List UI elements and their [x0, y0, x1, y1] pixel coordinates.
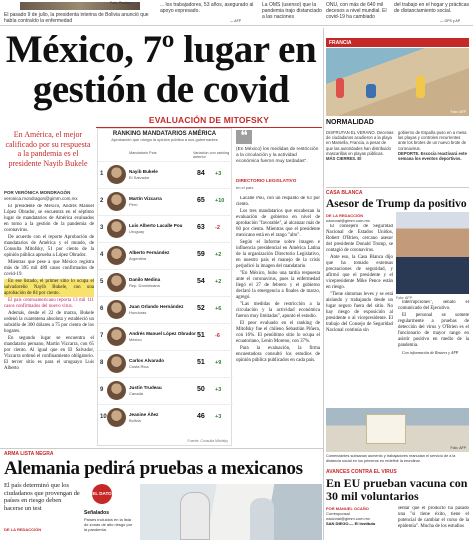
ranking-delta: +2 — [215, 252, 222, 258]
ranking-rank: 1 — [100, 171, 104, 177]
ranking-leader-country: Rep. Dominicana — [129, 283, 160, 288]
beach-person-figure — [416, 76, 425, 98]
vaccine-by-email[interactable]: nacional@gimm.com.mx — [326, 516, 370, 521]
ranking-row — [98, 296, 233, 322]
article-paragraph: "Tiene síntomas leves y se está aislando y trabajando desde un lugar seguro fuera del sitio. No hay riesgo de exposición al presidente o al vicepresidente. El trabajo del Consejo de Seguridad Nacional continúa sin — [326, 292, 393, 333]
ranking-rank: 9 — [100, 387, 104, 393]
article-paragraph: Mientras que pese a que México registra más de 395 mil 489 casos confirmados de covid-19. — [4, 260, 94, 277]
ranking-row — [98, 269, 233, 295]
ranking-col-mandatario: Mandatario País — [129, 151, 157, 155]
alemania-deck: El país determinó que los ciudadanos que provengan de países en riesgo deben hacerse un test — [4, 482, 80, 512]
article-paragraph: Ante eso, la Casa Blanca dijo que ha tomado extensas precauciones de seguridad, y afirmó que el presidente y el vicepresidente Mike Pence están en riesgo. — [326, 255, 393, 290]
ranking-row — [98, 404, 233, 430]
article-paragraph: Los tres mandatarios que encabezan la evaluación de gobierno en nivel de aprobación "favorable", al alcanzar más de 60 por ciento. Mientras que el presidente mexicano está en el rango "alto". — [236, 209, 320, 238]
ranking-delta: +10 — [215, 198, 225, 204]
article-paragraph: "En México, hubo una tardía respuesta ante el coronavirus, pues la enfermedad llegó el 27 de febrero y el gobierno declaró la emergencia a finales de marzo, agregó. — [236, 271, 320, 300]
trump-by-email[interactable]: nacional@gimm.com.mx — [326, 218, 370, 223]
trump-by: DE LA REDACCIÓN — [326, 213, 364, 218]
normalidad-right-label: DEPORTE. Escocia reactivará este semana los eventos deportivos. — [398, 150, 467, 162]
pull-quote-text: (En México) los medidas de restricción a la circulación y la actividad económica fueron muy tardadas". — [236, 147, 319, 164]
francia-section-label: FRANCIA — [326, 38, 469, 47]
section-divider — [326, 187, 469, 188]
article-paragraph: Para la evaluación, la firma encuestadora consultó los estudios de opinión pública publicados en cada país. — [236, 346, 320, 363]
ranking-delta: +9 — [215, 360, 222, 366]
leader-portrait — [107, 246, 126, 265]
ranking-rank: 4 — [100, 252, 104, 258]
ranking-leader-country: Uruguay — [129, 229, 145, 234]
vaccine-by-role: Corresponsal — [326, 511, 350, 516]
ranking-leader-name: Carlos Alvarado — [129, 358, 165, 363]
pull-quote — [236, 130, 320, 194]
francia-normalidad-story — [326, 119, 469, 162]
ranking-leader-name: Justin Trudeau — [129, 385, 162, 390]
el-dato-badge: EL DATO — [92, 484, 112, 504]
ranking-leader-country: El Salvador — [129, 175, 150, 180]
top-strip-col2: ... los trabajadores, 53 años, asegurado al apoyo expresado. — [160, 2, 254, 14]
article-paragraph: Además, desde el 22 de marzo, Bukele ordenó la cuarentena absoluta y estableció un subsidio de 300 dólares a 75 por ciento de los hogares. — [4, 311, 94, 334]
leader-portrait — [107, 165, 126, 184]
ranking-subtitle: Aprobación que otorga la opinión pública a sus gobernantes — [111, 137, 218, 142]
avances-label: AVANCES CONTRA EL VIRUS — [326, 469, 397, 475]
ranking-rank: 10 — [100, 414, 107, 420]
el-dato-box — [84, 484, 134, 540]
leader-portrait — [107, 192, 126, 211]
ranking-rank: 2 — [100, 198, 104, 204]
ranking-leader-country: México — [129, 337, 142, 342]
health-worker-figure — [180, 492, 210, 540]
leader-portrait — [107, 408, 126, 427]
ranking-row — [98, 323, 233, 349]
ranking-rank: 5 — [100, 279, 104, 285]
leader-portrait — [107, 300, 126, 319]
main-byline — [4, 190, 94, 201]
leader-portrait — [107, 219, 126, 238]
vaccination-card-figure — [366, 414, 406, 444]
article-paragraph: Lacalle Pou, con un respaldo de 63 por ciento. — [236, 196, 320, 207]
ranking-leader-name: Martín Vizcarra — [129, 196, 162, 201]
ranking-rank: 6 — [100, 306, 104, 312]
ranking-row — [98, 215, 233, 241]
alemania-byline: DE LA REDACCIÓN — [4, 527, 42, 532]
normalidad-more: MÁS CIERRES. El — [326, 156, 362, 162]
vaccine-text: sentar que el producto ha pasado una "si tiene éxito, tiene el potencial de cambiar el curso de la epidemia". Mucha de los estudios — [398, 506, 469, 529]
top-strip-col5: del trabajo en el hogar y prácticas de distanciamiento social. — [394, 2, 470, 14]
pull-quote-who-sub: en el país — [236, 185, 254, 190]
ranking-row — [98, 188, 233, 214]
el-dato-text: Países incluidos en la lista de zonas de alto riesgo por la pandemia. — [84, 517, 133, 532]
ranking-score: 65 — [197, 197, 205, 204]
ranking-leader-country: Bolivia — [129, 418, 141, 423]
main-article-col-a — [4, 204, 94, 446]
alemania-headline: Alemania pedirá pruebas a mexicanos — [4, 458, 303, 479]
ranking-score: 50 — [197, 386, 205, 393]
ranking-score: 59 — [197, 251, 205, 258]
ranking-score: 84 — [197, 170, 205, 177]
ranking-leader-name: Jeanine Áñez — [129, 412, 159, 417]
article-paragraph: En segundo lugar se encuentra el mandatario peruano, Martín Vizcarra, con 65 por ciento. Al igual que en El Salvador, Vizcarra ordenó el confinamiento obligatorio. El tercer sitio es para el uruguayo Luis Alberto — [4, 336, 94, 371]
top-strip-col4: ONU, con más de 640 mil decesos a nivel mundial. El covid-19 ha cambiado — [326, 2, 387, 20]
ranking-delta: +6 — [215, 306, 222, 312]
vaccine-dateline: SAN DIEGO.— El Instituto — [326, 521, 376, 526]
article-paragraph-highlight: En ese listado, el primer sitio lo ocupa el salvadoreño Nayib Bukele, con una aprobación de 84 por ciento. — [4, 279, 94, 296]
ranking-leader-name: Juan Orlando Hernández — [129, 304, 184, 309]
top-strip-col5-credit: — OPS y AP — [440, 19, 461, 23]
ranking-infographic — [97, 128, 232, 446]
ranking-score: 52 — [197, 305, 205, 312]
ranking-delta: -2 — [215, 225, 220, 231]
ranking-delta: +3 — [215, 171, 222, 177]
main-headline: México, 7º lugar en gestión de covid — [5, 28, 317, 111]
top-strip-col1: El pasado 9 de julio, la presidenta interina de Bolivia anunció que había contraído la enfermedad — [4, 12, 149, 24]
obrien-photo — [396, 212, 469, 300]
top-news-strip — [0, 0, 473, 26]
ranking-row — [98, 161, 233, 187]
beach-person-figure — [366, 84, 376, 98]
trump-photo-caption: Foto: AFP — [396, 296, 412, 300]
ranking-leader-name: Nayib Bukele — [129, 169, 158, 174]
leader-portrait — [107, 381, 126, 400]
trump-byline — [326, 213, 396, 223]
health-worker-figure — [250, 498, 274, 540]
vaccine-photo-caption: Comerciantes subsanan aumento y trabajadores reanudan el servicio de a la distancia social en los primeros en redefinir la erundinar. — [326, 454, 456, 463]
article-paragraph: "Las medidas de restricción a la circulación y la actividad económica fueron muy limitadas", apuntó el estudio. — [236, 302, 320, 319]
quote-mark-icon: ❝ — [236, 130, 252, 144]
ranking-leader-country: Costa Rica — [129, 364, 149, 369]
main-kicker: EVALUACIÓN DE MITOFSKY — [96, 115, 322, 128]
ranking-score: 51 — [197, 332, 205, 339]
article-paragraph: El presidente de México, Andrés Manuel López Obrador, se encuentra en el séptimo lugar de mandatarios de América evaluados en torno a la gestión de la pandemia de coronavirus. — [4, 204, 94, 233]
normalidad-right — [398, 130, 469, 161]
leader-portrait — [107, 327, 126, 346]
normalidad-left — [326, 130, 394, 161]
normalidad-left-text: DISFRUTAN EL VERANO. Decenas de ciudadanos acudieron a la playa en Marsella, Francia, a pesar de que las autoridades han distribuido mascarillas en playas públicas. — [326, 130, 394, 156]
ranking-score: 63 — [197, 224, 205, 231]
article-paragraph: El peor evaluado en el ranking de Mitofsky fue el chileno Sebastián Piñera, con 16%. El penúltimo sitio lo ocupa el ecuatoriano, Lenín Moreno, con 37%. — [236, 321, 320, 344]
ranking-leader-name: Andrés Manuel López Obrador — [129, 331, 196, 336]
ranking-leader-name: Alberto Fernández — [129, 250, 170, 255]
ranking-leader-country: Honduras — [129, 310, 147, 315]
vaccine-byline — [326, 506, 396, 526]
ranking-leader-country: Canadá — [129, 391, 144, 396]
top-strip-col2-credit: — AFP — [230, 19, 242, 23]
article-paragraph: interrupciones", señaló el comunicado del Ejecutivo. — [398, 300, 469, 311]
pull-quote-who: DIRECTORIO LEGISLATIVO — [236, 178, 297, 183]
ranking-leader-country: Argentina — [129, 256, 147, 261]
leader-portrait — [107, 273, 126, 292]
vaccine-by: POR MANUEL OCAÑO — [326, 506, 369, 511]
ranking-leader-name: Luis Alberto Lacalle Pou — [129, 223, 183, 228]
article-paragraph: El consejero de Seguridad Nacional de Estados Unidos, Robert O'Brien, cercano asesor del presidente Donald Trump, se contagió de coronavirus. — [326, 224, 393, 253]
casa-blanca-label: CASA BLANCA — [326, 190, 363, 196]
ranking-delta: -6 — [215, 333, 220, 339]
byline-name: POR VERÓNICA MONDRAGÓN — [4, 190, 71, 195]
el-dato-label: Señalados — [84, 510, 110, 516]
article-credit: Con información de Reuters y AFP — [402, 350, 459, 355]
byline-email[interactable]: veronica.mondragon@gimm.com.mx — [4, 195, 78, 201]
article-paragraph-pink: El país centroamericano reporta 13 mil 111 casos confirmados del nuevo virus. — [4, 298, 94, 309]
column-divider — [323, 28, 324, 540]
vaccine-headline: En EU prueban vacuna con 30 mil voluntarios — [326, 476, 468, 503]
beach-person-figure — [336, 78, 344, 98]
section-divider — [0, 448, 323, 449]
ranking-rank: 8 — [100, 360, 104, 366]
ranking-delta: +3 — [215, 387, 222, 393]
ranking-header — [98, 151, 233, 161]
ranking-rank: 3 — [100, 225, 104, 231]
francia-beach-photo — [326, 48, 469, 116]
article-paragraph: Según el Informe sobre imagen e influencia presidencial en América Latina de la organización Directorio Legislativo, en nuestro país el manejo de la crisis perjudicó la imagen del mandatario. — [236, 240, 320, 269]
article-paragraph: De acuerdo con el reporte Aprobación de mandatarios de América y el mundo, de Consulta Mitofsky, 51 por ciento de la opinión pública aprueba a López Obrador. — [4, 235, 94, 258]
trump-headline: Asesor de Trump da positivo — [326, 198, 467, 210]
top-strip-photo-credit: Foto: Reuters — [110, 1, 132, 5]
alemania-testing-photo — [140, 484, 322, 540]
vaccine-photo — [326, 408, 469, 452]
alemania-section-label: ARMA LISTA NEGRA — [4, 451, 54, 457]
ranking-row — [98, 242, 233, 268]
ranking-leader-country: Perú — [129, 202, 138, 207]
vaccine-photo-credit: Foto: AFP — [450, 446, 466, 450]
ranking-rank: 7 — [100, 333, 104, 339]
normalidad-right-text: gobierno de España puso en a mesa las playas y controles recurrentes ante los brotes de un nuevo brote de coronavirus. — [398, 130, 467, 151]
top-strip-col3: La OMS (usenso) que la pandemia trajo distanciado a las naciones — [262, 2, 322, 20]
ranking-row — [98, 350, 233, 376]
article-paragraph: El personal se somete regularmente a pruebas de detección del virus y O'Brien es el funcionario de mayor rango en asistir positivo en medio de la pandemia. — [398, 313, 469, 348]
ranking-score: 54 — [197, 278, 205, 285]
ranking-title: RANKING MANDATARIOS AMÉRICA — [112, 131, 217, 137]
normalidad-heading: NORMALIDAD — [326, 119, 374, 126]
leader-portrait — [107, 354, 126, 373]
ranking-delta: +3 — [215, 414, 222, 420]
ranking-col-variacion: Variación con ranking anterior — [193, 151, 230, 159]
ranking-score: 51 — [197, 359, 205, 366]
main-deck: En América, el mejor calificado por su respuesta a la pandemia es el presidente Nayib Bukele — [5, 130, 91, 168]
ranking-score: 46 — [197, 413, 205, 420]
ranking-source: Fuente: Consulta Mitofsky — [187, 439, 228, 443]
ranking-row — [98, 377, 233, 403]
ranking-leader-name: Danilo Medina — [129, 277, 161, 282]
francia-photo-credit: Foto: AFP — [450, 110, 466, 114]
main-article-col-c — [236, 196, 320, 446]
ranking-delta: +2 — [215, 279, 222, 285]
